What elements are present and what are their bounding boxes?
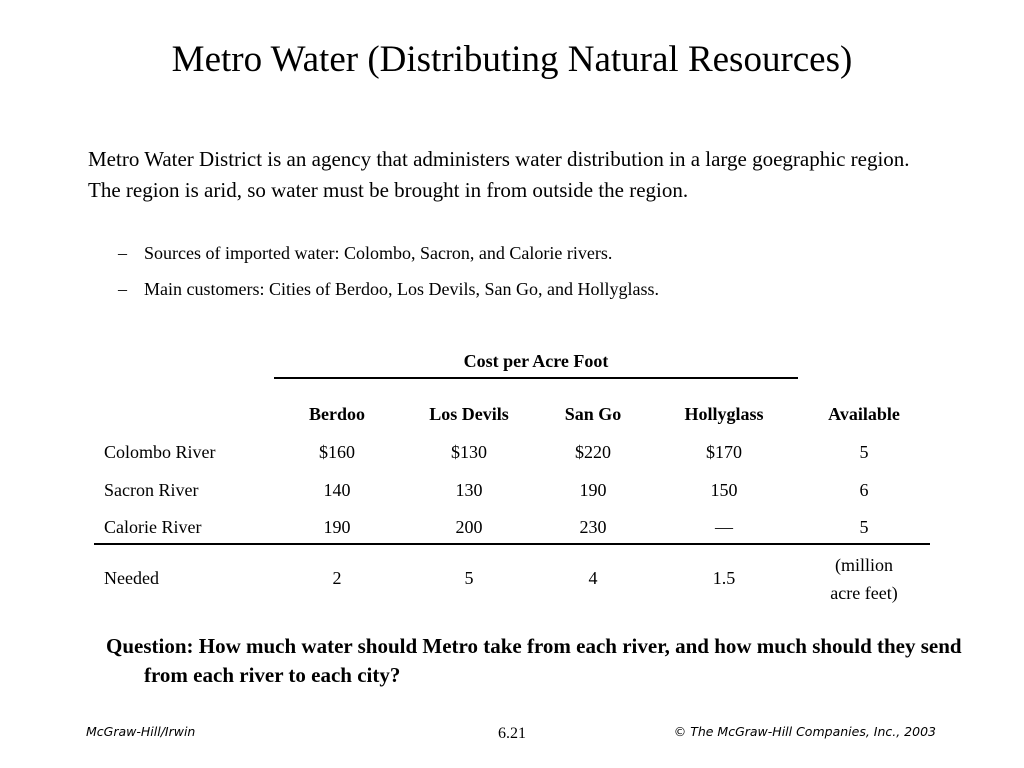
table-cell: $130 bbox=[451, 442, 487, 462]
footer-copyright: © The McGraw-Hill Companies, Inc., 2003 bbox=[673, 724, 936, 739]
table-group-header: Cost per Acre Foot bbox=[463, 351, 609, 371]
totals-rule bbox=[94, 543, 930, 545]
slide-title: Metro Water (Distributing Natural Resources) bbox=[171, 39, 853, 80]
table-cell: 150 bbox=[710, 480, 738, 500]
column-header-berdoo: Berdoo bbox=[309, 404, 365, 424]
group-header-rule bbox=[274, 377, 798, 379]
table-cell: 130 bbox=[455, 480, 483, 500]
needed-cell: 2 bbox=[332, 568, 342, 588]
table-cell: 5 bbox=[859, 442, 869, 462]
unit-note-line1: (million bbox=[835, 555, 893, 575]
row-label: Calorie River bbox=[104, 517, 202, 537]
column-header-san-go: San Go bbox=[564, 404, 622, 424]
table-cell: — bbox=[715, 517, 733, 537]
needed-cell: 5 bbox=[464, 568, 474, 588]
bullet-text: Main customers: Cities of Berdoo, Los Devils, San Go, and Hollyglass. bbox=[144, 279, 659, 299]
table-cell: 140 bbox=[323, 480, 351, 500]
table-cell: 230 bbox=[579, 517, 607, 537]
column-header-hollyglass: Hollyglass bbox=[684, 404, 764, 424]
table-cell: 200 bbox=[455, 517, 483, 537]
table-cell: 190 bbox=[323, 517, 351, 537]
unit-note-line2: acre feet) bbox=[830, 583, 898, 603]
dash-marker: – bbox=[118, 243, 127, 263]
bullet-item bbox=[118, 277, 918, 301]
row-label: Colombo River bbox=[104, 442, 216, 462]
table-cell: 6 bbox=[859, 480, 869, 500]
row-label-needed: Needed bbox=[104, 568, 159, 588]
question-text: Question: How much water should Metro take from each river, and how much should they send from each river to each city? bbox=[106, 634, 962, 687]
bullet-item bbox=[118, 241, 918, 265]
bullet-text: Sources of imported water: Colombo, Sacron, and Calorie rivers. bbox=[144, 243, 613, 263]
row-label: Sacron River bbox=[104, 480, 199, 500]
footer-publisher: McGraw-Hill/Irwin bbox=[86, 724, 196, 739]
column-header-available: Available bbox=[828, 404, 900, 424]
bullet-list bbox=[118, 241, 918, 313]
needed-cell: 1.5 bbox=[712, 568, 736, 588]
table-cell: $220 bbox=[575, 442, 611, 462]
column-header-los-devils: Los Devils bbox=[429, 404, 509, 424]
table-cell: $160 bbox=[319, 442, 355, 462]
table-cell: 190 bbox=[579, 480, 607, 500]
needed-cell: 4 bbox=[588, 568, 598, 588]
slide-number: 6.21 bbox=[498, 725, 526, 742]
dash-marker: – bbox=[118, 279, 127, 299]
table-cell: $170 bbox=[706, 442, 742, 462]
intro-paragraph: Metro Water District is an agency that administers water distribution in a large goegraphic region. The region is arid, so water must be brought in from outside the region. bbox=[88, 147, 910, 202]
table-cell: 5 bbox=[859, 517, 869, 537]
